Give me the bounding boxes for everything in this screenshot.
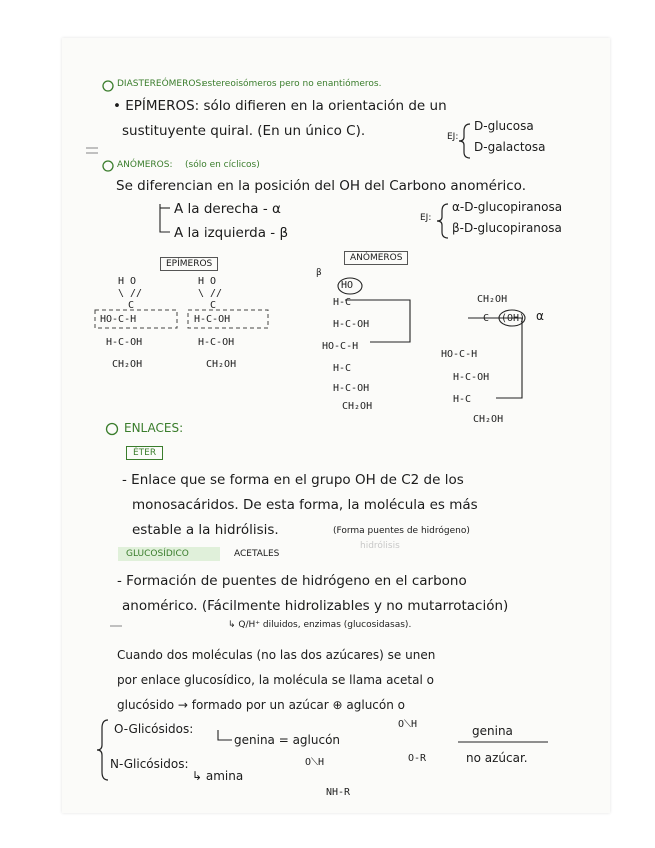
anomer2-row: H-C [453,394,472,405]
anomer1-row: H-C-OH [333,319,370,330]
tag-eter: ÉTER [126,446,163,460]
bullet-enlaces-icon [107,424,118,435]
anomeros-right: A la derecha - α [174,201,281,217]
epimer2-row: H O [198,276,217,287]
genina-label: genina [472,724,513,738]
bracket-anomeros-icon [437,204,448,238]
anomer2-row: CH₂OH [473,414,504,425]
nh-structure: NH-R [326,787,351,798]
diastereomeros-title: DIASTEREÓMEROS: [117,79,205,89]
bracket-glucosidos-icon [97,720,108,780]
epimer1-row: HO-C-H [100,314,137,325]
epimeros-line1: • EPÍMEROS: sólo difieren en la orientación de un [113,98,447,114]
epimeros-line2: sustituyente quiral. (En un único C). [122,123,366,139]
anomeros-ej: EJ: [420,213,432,223]
epimer2-row: H-C-OH [198,337,235,348]
eter-faded: hidrólisis [360,541,400,551]
anomer1-row: HO-C-H [322,341,359,352]
label-epimeros: EPÍMEROS [160,257,218,271]
anomeros-ex2: β-D-glucopiranosa [452,221,562,235]
anomer2-row: CH₂OH [477,294,508,305]
anomer1-row: H-C [333,297,352,308]
glucosido-line1: Cuando dos moléculas (no las dos azúcares) se unen [117,648,436,662]
epimer1-row: H-C-OH [106,337,143,348]
enlaces-title: ENLACES: [124,421,184,435]
eter-line1: - Enlace que se forma en el grupo OH de C2 de los [122,472,464,488]
acetales-line3: ↳ Q/H⁺ diluidos, enzimas (glucosidasas). [228,620,412,630]
anomer1-row: CH₂OH [342,401,373,412]
epimeros-ex1: D-glucosa [474,119,534,133]
nh-structure-o: O⟍H [305,757,325,768]
anomer2-row: (OH) [501,313,526,324]
anomeros-line1: Se diferencian en la posición del OH del Carbono anomérico. [116,178,526,194]
acetales-label: ACETALES [234,549,280,559]
no-azucar-label: no azúcar. [466,751,528,765]
epimer2-row: H-C-OH [194,314,231,325]
epimer1-row: CH₂OH [112,359,143,370]
anomer2-row: HO-C-H [441,349,478,360]
eter-line3: estable a la hidrólisis. [132,522,279,538]
aglucon-structure-o: O⟍H [398,719,418,730]
bullet-anomeros-icon [103,161,113,171]
anomeros-title: ANÓMEROS: [117,160,173,170]
arrow-genina-icon [218,730,232,740]
epimer1-row: H O [118,276,137,287]
o-glicosidos-label: O-Glicósidos: [114,722,194,736]
bracket-epimeros-icon [459,124,470,158]
bullet-diastereomeros-icon [103,81,113,91]
anomeros-note: (sólo en cíclicos) [185,160,260,170]
anomeros-left: A la izquierda - β [174,225,289,241]
anomer1-row: H-C-OH [333,383,370,394]
n-glicosidos-label: N-Glicósidos: [110,757,189,771]
anomer1-row: H-C [333,363,352,374]
acetales-line2: anomérico. (Fácilmente hidrolizables y no mutarrotación) [122,598,509,614]
glucosido-line2: por enlace glucosídico, la molécula se llama acetal o [117,673,434,687]
diastereomeros-desc: estereoisómeros pero no enantiómeros. [202,79,382,89]
anomer2-row: C [483,313,490,324]
epimer1-row: C [128,300,135,311]
epimeros-ej: EJ: [447,132,459,142]
tag-glucosidico: GLUCOSÍDICO [126,549,189,559]
epimer2-row: \ // [198,288,223,299]
label-beta: β [316,268,322,278]
acetales-line1: - Formación de puentes de hidrógeno en el carbono [117,573,467,589]
label-anomeros: ANÓMEROS [344,251,408,265]
anomer2-row: H-C-OH [453,372,490,383]
eter-line2: monosacáridos. De esta forma, la molécula es más [132,497,478,513]
eter-note: (Forma puentes de hidrógeno) [333,526,470,536]
epimer1-row: \ // [118,288,143,299]
genina-equals-aglucon: genina = aglucón [234,733,341,747]
anomer1-row: HO [341,280,354,291]
epimer2-row: CH₂OH [206,359,237,370]
epimer2-row: C [210,300,217,311]
epimeros-ex2: D-galactosa [474,140,546,154]
glucosido-line3: glucósido → formado por un azúcar ⊕ aglucón o [117,698,405,712]
anomeros-ex1: α-D-glucopiranosa [452,200,563,214]
label-alpha: α [536,309,544,323]
amina-label: ↳ amina [192,769,244,783]
aglucon-structure-or: O-R [408,753,427,764]
